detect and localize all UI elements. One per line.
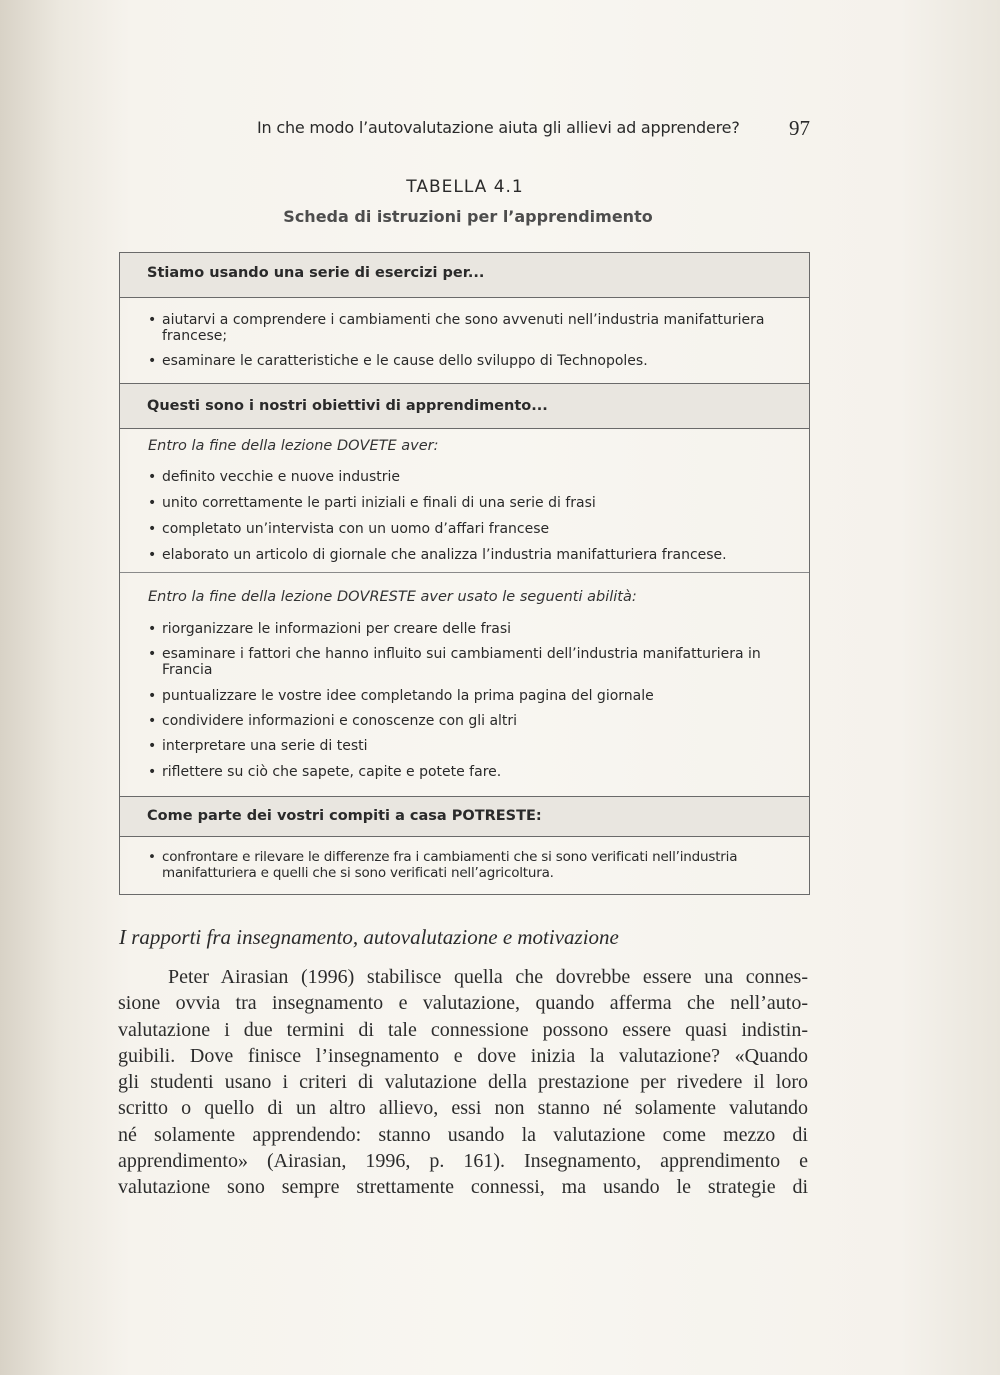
paragraph-line: gli studenti usano i criteri di valutazione della prestazione per rivedere il loro [118,1071,808,1094]
table-label: TABELLA 4.1 [406,177,524,197]
section-heading-homework [120,796,809,837]
section-divider [120,572,809,573]
paragraph-line: Peter Airasian (1996) stabilisce quella che dovrebbe essere una connes- [168,966,808,988]
paragraph-line: guibili. Dove finisce l’insegnamento e dove inizia la valutazione? «Quando [118,1044,808,1067]
objectives-must-list [148,469,795,563]
section-heading-text: Stiamo usando una serie di esercizi per... [147,265,485,281]
page-number: 97 [789,116,810,140]
instruction-table [119,252,810,895]
list-item: • esaminare le caratteristiche e le cause dello sviluppo di Technopoles. [148,353,795,369]
paragraph-line: né solamente apprendendo: stanno usando la valutazione come mezzo di [118,1123,808,1146]
exercise-list [148,312,795,369]
section-subheading: I rapporti fra insegnamento, autovalutazione e motivazione [119,925,619,949]
homework-list [148,849,795,881]
section-heading-text: Come parte dei vostri compiti a casa POTRESTE: [147,808,542,824]
objectives-should-intro: Entro la fine della lezione DOVRESTE aver usato le seguenti abilità: [148,589,637,605]
paragraph-line: apprendimento» (Airasian, 1996, p. 161). Insegnamento, apprendimento e [118,1150,808,1173]
list-item: • puntualizzare le vostre idee completando la prima pagina del giornale [148,688,795,704]
list-item: • riorganizzare le informazioni per creare delle frasi [148,621,795,637]
list-item: • interpretare una serie di testi [148,738,795,754]
list-item: • elaborato un articolo di giornale che analizza l’industria manifatturiera francese. [148,547,795,563]
list-item: • completato un’intervista con un uomo d’affari francese [148,521,795,537]
section-heading-objectives [120,383,809,429]
list-item: • aiutarvi a comprendere i cambiamenti che sono avvenuti nell’industria manifatturiera francese; [148,312,795,344]
list-item: • esaminare i fattori che hanno influito sui cambiamenti dell’industria manifatturiera in Francia [148,646,795,678]
list-item: • confrontare e rilevare le differenze fra i cambiamenti che si sono verificati nell’industria manifatturiera e quelli che si sono verificati nell’agricoltura. [148,849,795,881]
objectives-must-intro: Entro la fine della lezione DOVETE aver: [148,438,439,454]
table-title: Scheda di istruzioni per l’apprendimento [283,207,653,226]
list-item: • unito correttamente le parti iniziali e finali di una serie di frasi [148,495,795,511]
section-heading-exercises [120,253,809,298]
section-heading-text: Questi sono i nostri obiettivi di apprendimento... [147,398,548,414]
paragraph-line: sione ovvia tra insegnamento e valutazione, quando afferma che nell’auto- [118,992,808,1015]
body-paragraph [118,964,808,1201]
list-item: • riflettere su ciò che sapete, capite e potete fare. [148,764,795,780]
paragraph-line: valutazione sono sempre strettamente connessi, ma usando le strategie di [118,1176,808,1199]
list-item: • definito vecchie e nuove industrie [148,469,795,485]
paragraph-line: valutazione i due termini di tale connessione possono essere quasi indistin- [118,1018,808,1041]
list-item: • condividere informazioni e conoscenze con gli altri [148,713,795,729]
running-head: In che modo l’autovalutazione aiuta gli allievi ad apprendere? [257,118,740,137]
objectives-should-list [148,621,795,780]
paragraph-line: scritto o quello di un altro allievo, essi non stanno né solamente valutando [118,1097,808,1120]
